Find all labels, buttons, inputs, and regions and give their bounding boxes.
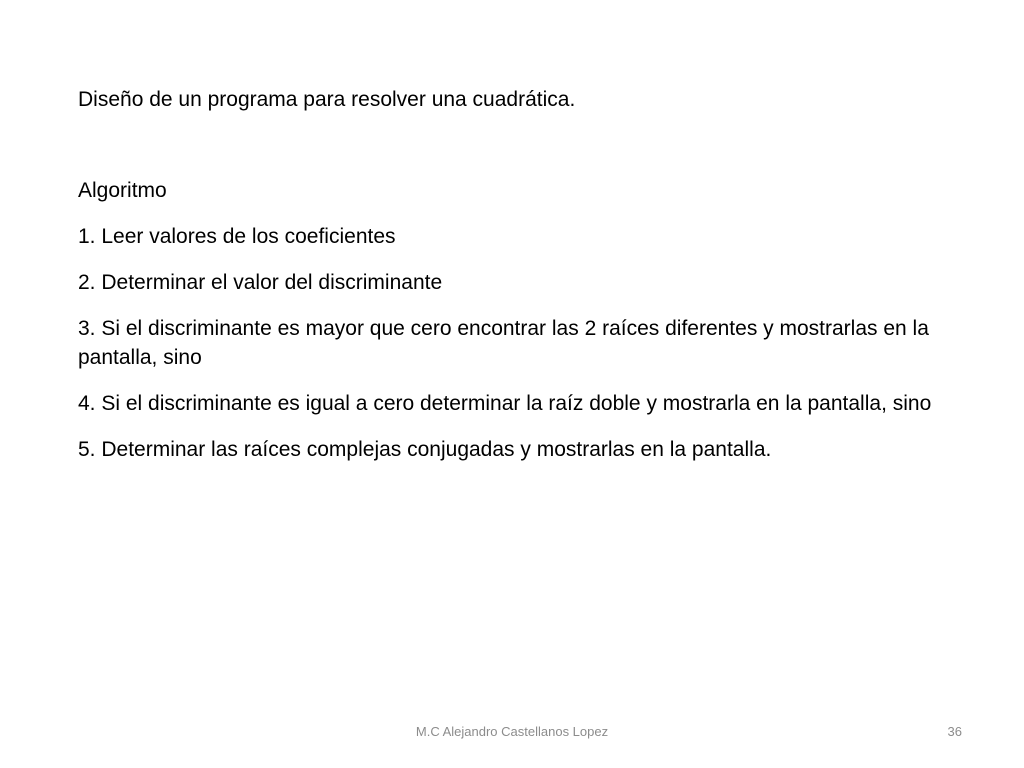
algorithm-step-5: 5. Determinar las raíces complejas conjugadas y mostrarlas en la pantalla. bbox=[78, 438, 772, 461]
footer-author: M.C Alejandro Castellanos Lopez bbox=[415, 724, 609, 739]
algorithm-step-1: 1. Leer valores de los coeficientes bbox=[78, 225, 396, 248]
algorithm-step-4: 4. Si el discriminante es igual a cero determinar la raíz doble y mostrarla en la pantalla, sino bbox=[78, 392, 932, 415]
algorithm-heading: Algoritmo bbox=[78, 179, 167, 202]
slide-content bbox=[78, 85, 938, 481]
algorithm-step-2: 2. Determinar el valor del discriminante bbox=[78, 271, 443, 294]
algorithm-step-3: 3. Si el discriminante es mayor que cero encontrar las 2 raíces diferentes y mostrarlas en la pantalla, sino bbox=[78, 317, 929, 369]
slide-number: 36 bbox=[947, 724, 962, 739]
slide-title: Diseño de un programa para resolver una cuadrática. bbox=[78, 88, 576, 111]
